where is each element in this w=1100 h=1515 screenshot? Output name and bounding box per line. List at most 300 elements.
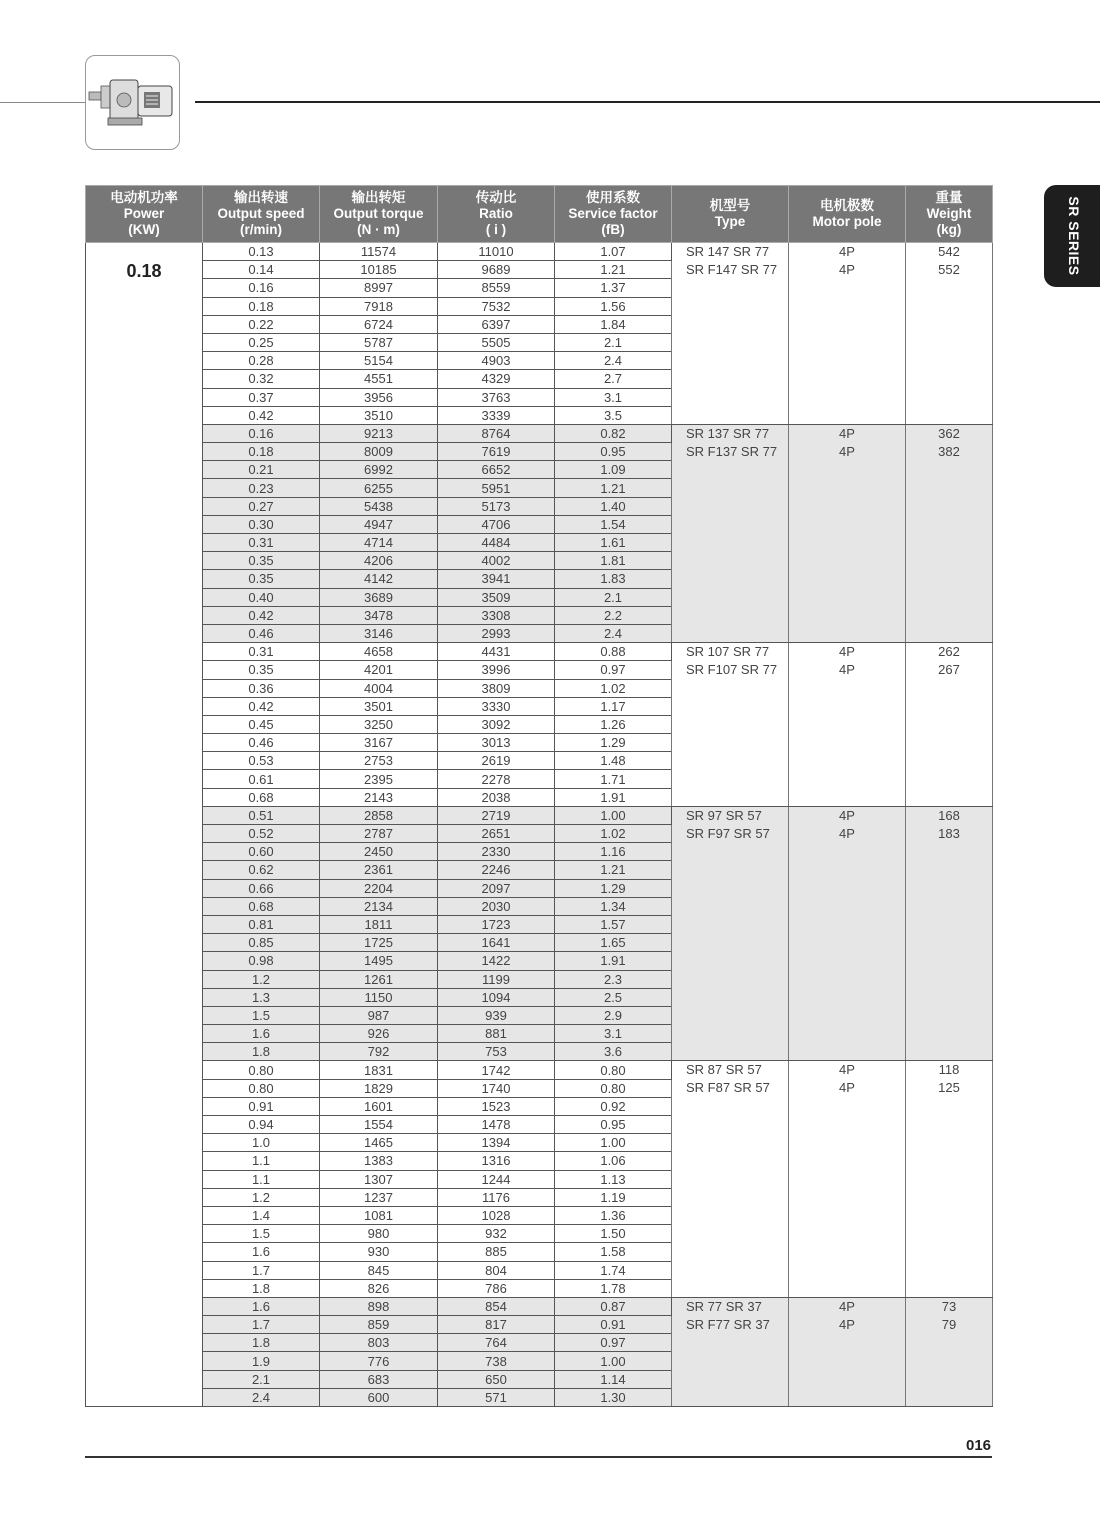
speed-cell: 0.18 (203, 443, 320, 461)
service-factor-cell: 0.91 (555, 1316, 672, 1334)
torque-cell: 4142 (320, 570, 438, 588)
service-factor-cell: 1.29 (555, 734, 672, 752)
service-factor-cell: 1.30 (555, 1388, 672, 1406)
service-factor-cell: 2.1 (555, 333, 672, 351)
ratio-cell: 753 (438, 1043, 555, 1061)
speed-cell: 0.61 (203, 770, 320, 788)
speed-cell: 0.30 (203, 515, 320, 533)
speed-cell: 0.81 (203, 915, 320, 933)
service-factor-cell: 1.02 (555, 825, 672, 843)
service-factor-cell: 1.00 (555, 1352, 672, 1370)
service-factor-cell: 1.21 (555, 861, 672, 879)
service-factor-cell: 1.17 (555, 697, 672, 715)
torque-cell: 1725 (320, 934, 438, 952)
speed-cell: 1.2 (203, 1188, 320, 1206)
speed-cell: 0.36 (203, 679, 320, 697)
speed-cell: 0.42 (203, 406, 320, 424)
column-header-unit: (fB) (601, 222, 625, 237)
torque-cell: 1150 (320, 988, 438, 1006)
service-factor-cell: 1.61 (555, 534, 672, 552)
service-factor-cell: 2.4 (555, 624, 672, 642)
torque-cell: 2787 (320, 825, 438, 843)
speed-cell: 1.8 (203, 1334, 320, 1352)
column-header (203, 186, 320, 243)
ratio-cell: 881 (438, 1025, 555, 1043)
column-header-cn: 重量 (935, 190, 963, 205)
service-factor-cell: 1.19 (555, 1188, 672, 1206)
torque-cell: 7918 (320, 297, 438, 315)
speed-cell: 0.35 (203, 552, 320, 570)
service-factor-cell: 1.00 (555, 1134, 672, 1152)
weight-cell-line: 73 (941, 1298, 957, 1314)
torque-cell: 2858 (320, 806, 438, 824)
service-factor-cell: 1.21 (555, 261, 672, 279)
ratio-cell: 817 (438, 1316, 555, 1334)
ratio-cell: 1740 (438, 1079, 555, 1097)
speed-cell: 0.85 (203, 934, 320, 952)
service-factor-cell: 3.1 (555, 1025, 672, 1043)
speed-cell: 0.60 (203, 843, 320, 861)
table-row (86, 643, 993, 661)
weight-cell-line: 79 (941, 1316, 957, 1332)
speed-cell: 2.1 (203, 1370, 320, 1388)
torque-cell: 987 (320, 1006, 438, 1024)
column-header-en: Output speed (217, 206, 305, 221)
column-header-en: Ratio (479, 206, 513, 221)
type-cell (672, 424, 789, 642)
service-factor-cell: 0.97 (555, 661, 672, 679)
torque-cell: 1081 (320, 1206, 438, 1224)
type-cell (672, 243, 789, 425)
torque-cell: 2361 (320, 861, 438, 879)
type-cell-line: SR 107 SR 77 (686, 644, 770, 660)
table-row (86, 424, 993, 442)
ratio-cell: 1244 (438, 1170, 555, 1188)
torque-cell: 3510 (320, 406, 438, 424)
service-factor-cell: 1.14 (555, 1370, 672, 1388)
service-factor-cell: 0.97 (555, 1334, 672, 1352)
speed-cell: 0.37 (203, 388, 320, 406)
motor-pole-cell-line: 4P (839, 662, 855, 678)
motor-pole-cell-line: 4P (839, 1298, 855, 1314)
weight-cell-line: 118 (938, 1062, 960, 1078)
column-header (438, 186, 555, 243)
motor-pole-cell-line: 4P (839, 807, 855, 823)
torque-cell: 5438 (320, 497, 438, 515)
type-cell-line: SR F107 SR 77 (686, 662, 778, 678)
ratio-cell: 1523 (438, 1097, 555, 1115)
service-factor-cell: 2.9 (555, 1006, 672, 1024)
service-factor-cell: 0.80 (555, 1061, 672, 1079)
column-header-cn: 输出转矩 (351, 190, 406, 205)
column-header-cn: 传动比 (475, 190, 517, 205)
column-header-cn: 使用系数 (586, 190, 640, 205)
ratio-cell: 4484 (438, 534, 555, 552)
torque-cell: 792 (320, 1043, 438, 1061)
torque-cell: 1495 (320, 952, 438, 970)
speed-cell: 1.6 (203, 1243, 320, 1261)
ratio-cell: 6652 (438, 461, 555, 479)
torque-cell: 776 (320, 1352, 438, 1370)
service-factor-cell: 1.65 (555, 934, 672, 952)
speed-cell: 0.68 (203, 788, 320, 806)
type-cell-line: SR F147 SR 77 (686, 262, 778, 277)
spec-table (85, 185, 993, 1407)
ratio-cell: 2993 (438, 624, 555, 642)
weight-cell-line: 362 (938, 425, 960, 441)
service-factor-cell: 1.56 (555, 297, 672, 315)
speed-cell: 0.62 (203, 861, 320, 879)
speed-cell: 0.46 (203, 734, 320, 752)
motor-pole-cell (789, 424, 906, 642)
table-row (86, 806, 993, 824)
torque-cell: 845 (320, 1261, 438, 1279)
service-factor-cell: 1.02 (555, 679, 672, 697)
speed-cell: 0.52 (203, 825, 320, 843)
speed-cell: 1.6 (203, 1297, 320, 1315)
speed-cell: 0.98 (203, 952, 320, 970)
torque-cell: 2143 (320, 788, 438, 806)
speed-cell: 0.45 (203, 715, 320, 733)
column-header-unit: ( i ) (485, 222, 507, 237)
torque-cell: 1554 (320, 1116, 438, 1134)
ratio-cell: 7619 (438, 443, 555, 461)
column-header (555, 186, 672, 243)
ratio-cell: 1723 (438, 915, 555, 933)
column-header-en: Power (123, 206, 165, 221)
type-cell-line: SR F97 SR 57 (686, 825, 770, 841)
speed-cell: 0.40 (203, 588, 320, 606)
speed-cell: 1.5 (203, 1225, 320, 1243)
ratio-cell: 1478 (438, 1116, 555, 1134)
table-row (86, 1297, 993, 1315)
speed-cell: 1.6 (203, 1025, 320, 1043)
type-cell (672, 806, 789, 1061)
service-factor-cell: 1.13 (555, 1170, 672, 1188)
service-factor-cell: 0.82 (555, 424, 672, 442)
speed-cell: 0.22 (203, 315, 320, 333)
speed-cell: 0.13 (203, 243, 320, 261)
service-factor-cell: 1.26 (555, 715, 672, 733)
ratio-cell: 2619 (438, 752, 555, 770)
service-factor-cell: 1.48 (555, 752, 672, 770)
product-image (85, 55, 180, 150)
column-header-en: Motor pole (812, 214, 882, 229)
speed-cell: 1.0 (203, 1134, 320, 1152)
weight-cell (906, 243, 993, 425)
torque-cell: 2450 (320, 843, 438, 861)
torque-cell: 683 (320, 1370, 438, 1388)
service-factor-cell: 1.71 (555, 770, 672, 788)
ratio-cell: 2038 (438, 788, 555, 806)
speed-cell: 0.35 (203, 661, 320, 679)
column-header-cn: 输出转速 (234, 190, 288, 205)
weight-cell (906, 806, 993, 1061)
speed-cell: 0.80 (203, 1061, 320, 1079)
service-factor-cell: 0.95 (555, 443, 672, 461)
type-cell (672, 1061, 789, 1297)
torque-cell: 1261 (320, 970, 438, 988)
table-body (86, 243, 993, 1407)
speed-cell: 0.16 (203, 424, 320, 442)
ratio-cell: 1316 (438, 1152, 555, 1170)
torque-cell: 8997 (320, 279, 438, 297)
speed-cell: 0.31 (203, 643, 320, 661)
ratio-cell: 7532 (438, 297, 555, 315)
ratio-cell: 1394 (438, 1134, 555, 1152)
ratio-cell: 5951 (438, 479, 555, 497)
motor-pole-cell (789, 1297, 906, 1406)
weight-cell (906, 424, 993, 642)
service-factor-cell: 0.88 (555, 643, 672, 661)
ratio-cell: 5173 (438, 497, 555, 515)
service-factor-cell: 1.57 (555, 915, 672, 933)
column-header-unit: (r/min) (240, 222, 282, 237)
torque-cell: 2204 (320, 879, 438, 897)
column-header (86, 186, 203, 243)
torque-cell: 10185 (320, 261, 438, 279)
ratio-cell: 2030 (438, 897, 555, 915)
speed-cell: 1.7 (203, 1316, 320, 1334)
ratio-cell: 2097 (438, 879, 555, 897)
speed-cell: 1.9 (203, 1352, 320, 1370)
ratio-cell: 932 (438, 1225, 555, 1243)
motor-pole-cell-line: 4P (839, 443, 855, 459)
service-factor-cell: 1.54 (555, 515, 672, 533)
ratio-cell: 1176 (438, 1188, 555, 1206)
motor-pole-cell-line: 4P (839, 1062, 855, 1078)
ratio-cell: 2246 (438, 861, 555, 879)
torque-cell: 3146 (320, 624, 438, 642)
torque-cell: 9213 (320, 424, 438, 442)
weight-cell (906, 1297, 993, 1406)
torque-cell: 4206 (320, 552, 438, 570)
speed-cell: 1.8 (203, 1279, 320, 1297)
service-factor-cell: 0.80 (555, 1079, 672, 1097)
ratio-cell: 804 (438, 1261, 555, 1279)
weight-cell-line: 183 (938, 825, 960, 841)
ratio-cell: 4706 (438, 515, 555, 533)
ratio-cell: 1199 (438, 970, 555, 988)
type-cell-line: SR 137 SR 77 (686, 425, 770, 441)
service-factor-cell: 1.74 (555, 1261, 672, 1279)
column-header-unit: (KW) (128, 222, 160, 237)
column-header-en: Weight (926, 206, 972, 221)
type-cell-line: SR F87 SR 57 (686, 1080, 770, 1096)
service-factor-cell: 1.00 (555, 806, 672, 824)
torque-cell: 926 (320, 1025, 438, 1043)
service-factor-cell: 1.09 (555, 461, 672, 479)
torque-cell: 980 (320, 1225, 438, 1243)
torque-cell: 1829 (320, 1079, 438, 1097)
service-factor-cell: 2.4 (555, 352, 672, 370)
column-header-cn: 机型号 (709, 198, 751, 213)
speed-cell: 0.14 (203, 261, 320, 279)
motor-pole-cell-line: 4P (839, 425, 855, 441)
torque-cell: 600 (320, 1388, 438, 1406)
ratio-cell: 1094 (438, 988, 555, 1006)
service-factor-cell: 1.37 (555, 279, 672, 297)
service-factor-cell: 2.5 (555, 988, 672, 1006)
speed-cell: 1.8 (203, 1043, 320, 1061)
service-factor-cell: 0.87 (555, 1297, 672, 1315)
weight-cell (906, 1061, 993, 1297)
ratio-cell: 2278 (438, 770, 555, 788)
ratio-cell: 8764 (438, 424, 555, 442)
torque-cell: 1831 (320, 1061, 438, 1079)
service-factor-cell: 1.40 (555, 497, 672, 515)
service-factor-cell: 2.3 (555, 970, 672, 988)
weight-cell-line: 382 (938, 443, 960, 459)
ratio-cell: 3509 (438, 588, 555, 606)
torque-cell: 2134 (320, 897, 438, 915)
ratio-cell: 3308 (438, 606, 555, 624)
column-header-en: Service factor (568, 206, 658, 221)
motor-pole-cell-line: 4P (839, 825, 855, 841)
torque-cell: 1237 (320, 1188, 438, 1206)
page-number: 016 (966, 1437, 992, 1454)
speed-cell: 0.32 (203, 370, 320, 388)
speed-cell: 0.66 (203, 879, 320, 897)
ratio-cell: 3941 (438, 570, 555, 588)
speed-cell: 0.46 (203, 624, 320, 642)
ratio-cell: 4329 (438, 370, 555, 388)
motor-pole-cell-line: 4P (839, 262, 855, 277)
motor-pole-cell-line: 4P (839, 1316, 855, 1332)
speed-cell: 0.53 (203, 752, 320, 770)
motor-pole-cell-line: 4P (839, 644, 855, 660)
ratio-cell: 786 (438, 1279, 555, 1297)
service-factor-cell: 1.83 (555, 570, 672, 588)
table-header-row (86, 186, 993, 243)
motor-pole-cell-line: 4P (839, 244, 855, 259)
torque-cell: 1307 (320, 1170, 438, 1188)
ratio-cell: 2719 (438, 806, 555, 824)
speed-cell: 0.25 (203, 333, 320, 351)
torque-cell: 4947 (320, 515, 438, 533)
ratio-cell: 3763 (438, 388, 555, 406)
column-header (789, 186, 906, 243)
top-rule-right (195, 101, 1100, 103)
type-cell-line: SR 147 SR 77 (686, 244, 770, 259)
type-cell-line: SR 87 SR 57 (686, 1062, 762, 1078)
service-factor-cell: 1.84 (555, 315, 672, 333)
torque-cell: 4551 (320, 370, 438, 388)
column-header-cn: 电机极数 (820, 198, 874, 213)
torque-cell: 11574 (320, 243, 438, 261)
ratio-cell: 764 (438, 1334, 555, 1352)
service-factor-cell: 1.81 (555, 552, 672, 570)
weight-cell-line: 267 (938, 662, 960, 678)
speed-cell: 1.1 (203, 1152, 320, 1170)
service-factor-cell: 1.78 (555, 1279, 672, 1297)
speed-cell: 0.23 (203, 479, 320, 497)
ratio-cell: 3013 (438, 734, 555, 752)
torque-cell: 6255 (320, 479, 438, 497)
gear-motor-icon (86, 56, 179, 149)
weight-cell-line: 262 (938, 644, 960, 660)
torque-cell: 4714 (320, 534, 438, 552)
torque-cell: 3689 (320, 588, 438, 606)
service-factor-cell: 1.50 (555, 1225, 672, 1243)
torque-cell: 3250 (320, 715, 438, 733)
ratio-cell: 571 (438, 1388, 555, 1406)
torque-cell: 8009 (320, 443, 438, 461)
ratio-cell: 5505 (438, 333, 555, 351)
speed-cell: 0.94 (203, 1116, 320, 1134)
speed-cell: 0.42 (203, 606, 320, 624)
weight-cell-line: 552 (938, 262, 960, 277)
torque-cell: 803 (320, 1334, 438, 1352)
torque-cell: 898 (320, 1297, 438, 1315)
motor-pole-cell (789, 806, 906, 1061)
torque-cell: 3956 (320, 388, 438, 406)
column-header-en: Type (714, 214, 746, 229)
motor-pole-cell (789, 1061, 906, 1297)
column-header (672, 186, 789, 243)
ratio-cell: 2330 (438, 843, 555, 861)
torque-cell: 3167 (320, 734, 438, 752)
speed-cell: 0.42 (203, 697, 320, 715)
service-factor-cell: 0.92 (555, 1097, 672, 1115)
service-factor-cell: 3.1 (555, 388, 672, 406)
weight-cell-line: 168 (938, 807, 960, 823)
series-side-tab (1044, 185, 1100, 287)
series-side-tab-label: SR SERIES (1066, 196, 1082, 276)
ratio-cell: 939 (438, 1006, 555, 1024)
weight-cell-line: 125 (938, 1080, 960, 1096)
ratio-cell: 6397 (438, 315, 555, 333)
speed-cell: 1.1 (203, 1170, 320, 1188)
motor-pole-cell-line: 4P (839, 1080, 855, 1096)
torque-cell: 930 (320, 1243, 438, 1261)
ratio-cell: 11010 (438, 243, 555, 261)
ratio-cell: 4903 (438, 352, 555, 370)
weight-cell-line: 542 (938, 244, 960, 259)
service-factor-cell: 1.21 (555, 479, 672, 497)
service-factor-cell: 2.1 (555, 588, 672, 606)
speed-cell: 1.7 (203, 1261, 320, 1279)
service-factor-cell: 1.36 (555, 1206, 672, 1224)
column-header (320, 186, 438, 243)
torque-cell: 5787 (320, 333, 438, 351)
table-row (86, 243, 993, 261)
ratio-cell: 8559 (438, 279, 555, 297)
column-header (906, 186, 993, 243)
ratio-cell: 1641 (438, 934, 555, 952)
type-cell-line: SR F77 SR 37 (686, 1316, 770, 1332)
ratio-cell: 650 (438, 1370, 555, 1388)
speed-cell: 1.2 (203, 970, 320, 988)
torque-cell: 826 (320, 1279, 438, 1297)
speed-cell: 0.16 (203, 279, 320, 297)
motor-pole-cell (789, 243, 906, 425)
top-rule-left (0, 102, 85, 103)
torque-cell: 4658 (320, 643, 438, 661)
ratio-cell: 2651 (438, 825, 555, 843)
speed-cell: 0.51 (203, 806, 320, 824)
torque-cell: 2395 (320, 770, 438, 788)
service-factor-cell: 0.95 (555, 1116, 672, 1134)
power-value: 0.18 (86, 243, 203, 1407)
motor-pole-cell (789, 643, 906, 807)
type-cell-line: SR F137 SR 77 (686, 443, 778, 459)
ratio-cell: 3339 (438, 406, 555, 424)
service-factor-cell: 2.2 (555, 606, 672, 624)
ratio-cell: 9689 (438, 261, 555, 279)
speed-cell: 0.27 (203, 497, 320, 515)
ratio-cell: 1028 (438, 1206, 555, 1224)
